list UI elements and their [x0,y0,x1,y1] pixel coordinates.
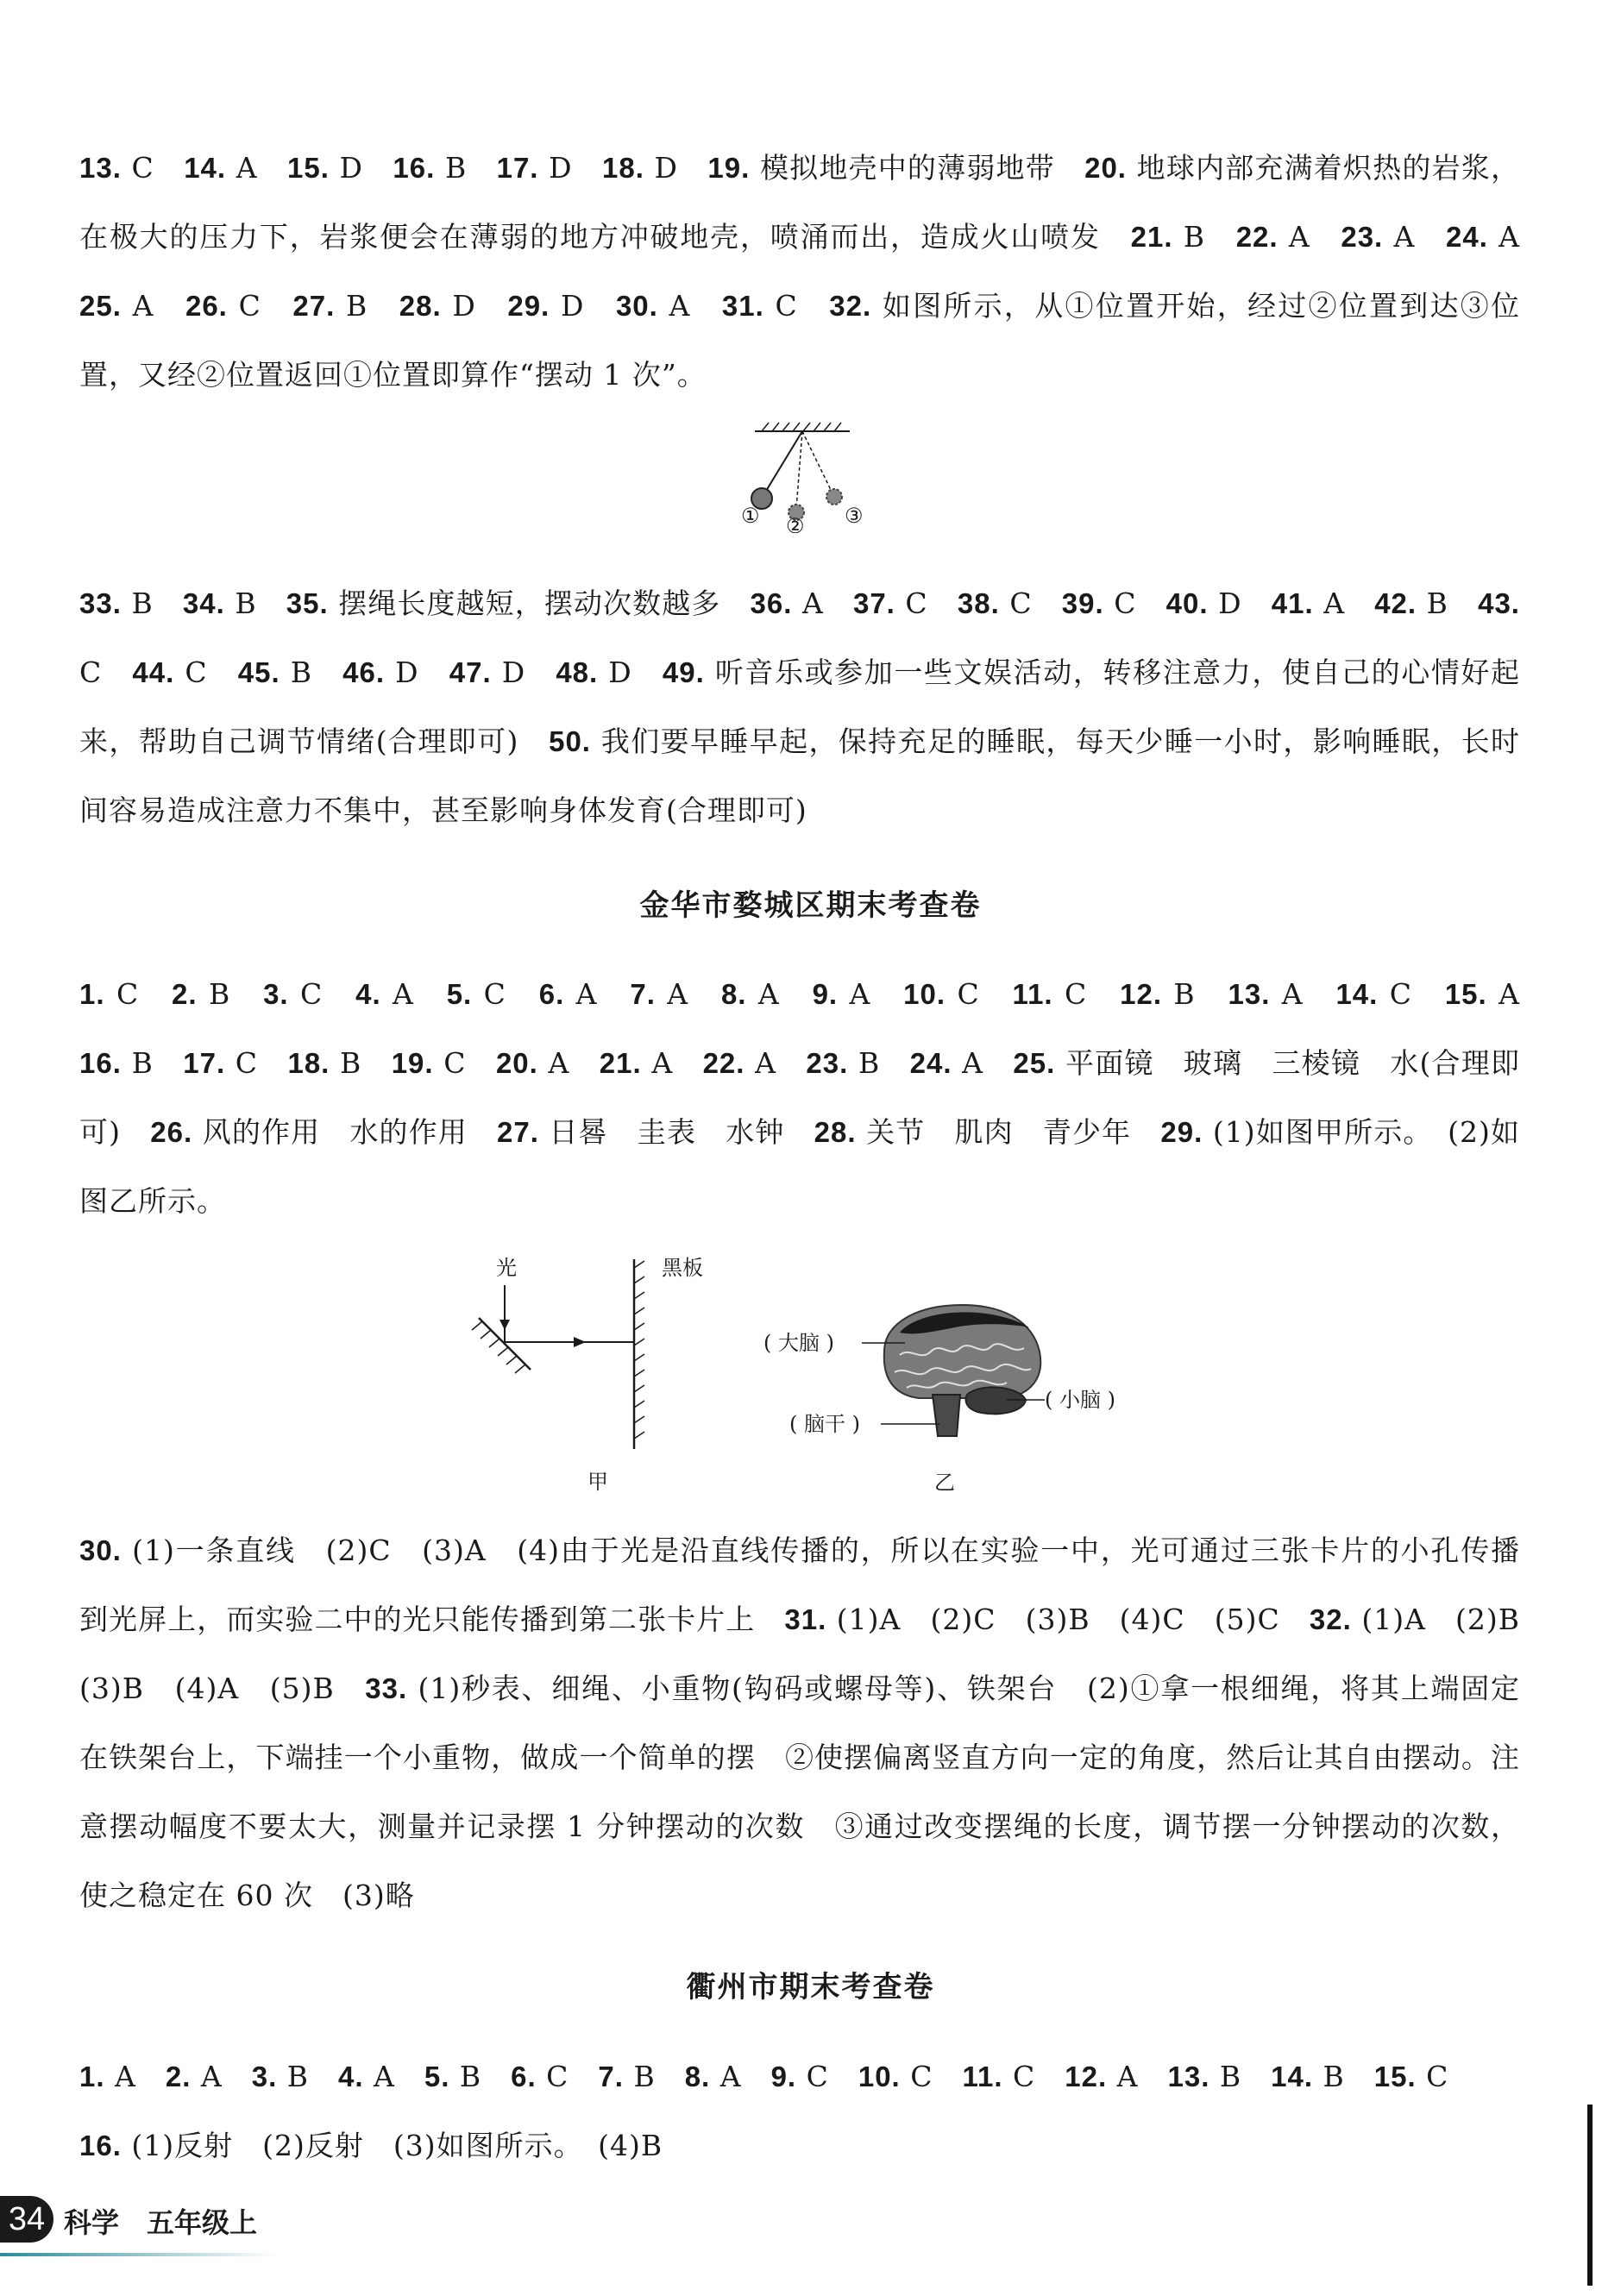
cerebrum-label: ( 大脑 ) [763,1331,834,1355]
question-number: 16. [79,1047,122,1079]
question-number: 1. [79,2061,105,2092]
pendulum-label-2: ② [786,514,805,533]
answer-text: B [1161,977,1228,1011]
answer-text: A [1313,587,1375,620]
answer-text: 听音乐或参加一些文娱活动，转移注意力，使自己的心情好起来，帮助自己调节情绪(合理即可) [79,656,1521,758]
answer-text: A [657,289,722,323]
question-number: 27. [497,1116,539,1148]
pendulum-string-right [802,431,832,493]
answer-text: B [623,2060,685,2093]
question-number: 38. [957,587,1000,619]
answer-text: A [1270,977,1336,1011]
answer-text: 平面镜 玻璃 三棱镜 水(合理即可) [79,1046,1520,1149]
answer-text: B [277,2060,338,2093]
brainstem [933,1395,960,1436]
question-number: 21. [599,1047,642,1079]
question-number: 32. [829,290,872,322]
answer-text: B [435,151,497,185]
question-number: 39. [1061,587,1104,619]
question-number: 33. [365,1672,408,1704]
answer-text: B [121,1046,184,1080]
question-number: 12. [1065,2061,1108,2092]
question-number: 24. [909,1047,952,1079]
pendulum-figure [738,421,910,533]
answer-text: (1)秒表、细绳、小重物(钩码或螺母等)、铁架台 (2)①拿一根细绳，将其上端固定在铁架台上，下端挂一个小重物，做成一个简单的摆 ②使摆偏离竖直方向一定的角度，然后让其自由摆动。注意摆动幅度不要太大，测量并记录摆 1 分钟摆动的次数 ③通过改变摆绳的长度，调节摆一分钟摆动的次数，使之稳定在 60 次 (3)略 [79,1672,1520,1912]
question-number: 31. [721,290,764,322]
answer-text: 我们要早睡早起，保持充足的睡眠，每天少睡一小时，影响睡眠，长时间容易造成注意力不集中，甚至影响身体发育(合理即可) [79,725,1521,827]
question-number: 50. [549,725,591,757]
answer-text: B [1417,587,1479,620]
answer-text: C [225,1046,288,1080]
question-number: 18. [287,1047,330,1079]
answer-text: 模拟地壳中的薄弱地带 [750,151,1085,185]
question-number: 47. [449,656,492,688]
question-number: 4. [355,978,381,1010]
question-number: 40. [1165,587,1209,619]
answer-text: A [363,2060,424,2093]
answer-text: A [655,977,721,1011]
answer-text: B [121,587,183,620]
ceiling-hatch [762,423,841,431]
answer-text: A [792,587,853,620]
answer-paragraph [79,569,1520,845]
question-number: 17. [496,152,539,184]
question-number: 12. [1120,978,1162,1010]
question-number: 2. [172,978,198,1010]
answer-text: C [1002,2060,1065,2093]
brainstem-label: ( 脑干 ) [789,1412,860,1436]
answer-text: A [121,289,185,323]
answer-text: C [79,656,133,689]
question-number: 13. [79,152,122,184]
answer-text: A [838,977,904,1011]
question-number: 43. [1478,587,1520,619]
question-number: 13. [1167,2061,1210,2092]
answer-paragraph [79,2111,1520,2180]
question-number: 6. [511,2061,537,2092]
question-number: 48. [556,656,599,688]
answer-text: (1)A (2)B (3)B (4)A (5)B [79,1603,1550,1705]
answer-text: A [537,1046,600,1080]
question-number: 11. [962,2061,1003,2092]
answer-text: B [330,1046,392,1080]
question-number: 27. [292,290,336,322]
answer-text: A [380,977,447,1011]
answer-text: C [536,2060,599,2093]
question-number: 46. [342,656,386,688]
answer-text: A [641,1046,703,1080]
question-number: 2. [165,2061,192,2092]
answer-paragraph [79,960,1549,1236]
question-number: 30. [79,1534,122,1566]
cerebellum-label: ( 小脑 ) [1045,1388,1115,1412]
answer-text: 关节 肌肉 青少年 [856,1115,1161,1149]
answer-text: A [1107,2060,1168,2093]
answer-text: C [433,1046,496,1080]
answer-text: 地球内部充满着炽热的岩浆，在极大的压力下，岩浆便会在薄弱的地方冲破地壳，喷涌而出，造成火山喷发 [79,151,1520,254]
question-number: 23. [806,1047,849,1079]
answer-text: A [745,1046,807,1080]
question-number: 3. [263,978,289,1010]
answer-text: A [1487,220,1550,254]
answer-text: C [796,2060,858,2093]
answer-text: D [385,656,449,689]
answer-text: A [952,1046,1014,1080]
question-number: 22. [1235,221,1279,253]
question-number: 8. [684,2061,711,2092]
question-number: 15. [286,152,330,184]
question-number: 41. [1271,587,1314,619]
light-label: 光 [496,1256,517,1280]
question-number: 29. [507,290,550,322]
answer-text: D [1208,587,1272,620]
answer-text: C [1416,2060,1449,2093]
question-number: 14. [1335,978,1379,1010]
answer-text: 如图所示，从①位置开始，经过②位置到达③位置，又经②位置返回①位置即算作“摆动 1 次”。 [79,289,1521,392]
figure-yi-caption: 乙 [934,1471,955,1495]
figure-yi-brain [755,1298,1143,1496]
answer-text: 风的作用 水的作用 [192,1115,498,1149]
question-number: 18. [602,152,644,184]
answer-text: (1)A (2)C (3)B (4)C (5)C [826,1603,1310,1636]
question-number: 26. [185,290,228,322]
answer-text: C [900,2060,963,2093]
question-number: 23. [1341,221,1384,253]
blackboard-hatch [634,1261,644,1439]
answer-text: B [1172,220,1236,254]
question-number: 29. [1160,1116,1203,1148]
question-number: 14. [1271,2061,1313,2092]
answer-text: C [1378,977,1445,1011]
answer-text: A [1486,977,1549,1011]
question-number: 21. [1130,221,1173,253]
question-number: 28. [399,290,442,322]
question-number: 3. [251,2061,278,2092]
question-number: 1. [79,978,105,1010]
question-number: 19. [707,152,751,184]
cerebellum [966,1387,1027,1414]
pendulum-label-3: ③ [845,504,864,528]
question-number: 15. [1373,2061,1417,2092]
question-number: 34. [182,587,225,619]
question-number: 9. [812,978,839,1010]
blackboard-label: 黑板 [662,1256,703,1280]
answer-text: B [848,1046,910,1080]
answer-paragraph [79,2042,1520,2111]
answer-text: C [946,977,1013,1011]
question-number: 10. [858,2061,901,2092]
answer-text: C [174,656,238,689]
answer-text: C [104,977,173,1011]
answer-text: A [1383,220,1446,254]
pendulum-string-middle [796,431,802,509]
answer-text: B [1209,2060,1272,2093]
question-number: 25. [79,290,122,322]
question-number: 5. [424,2061,450,2092]
question-number: 16. [79,2130,122,2161]
answer-text: B [280,656,343,689]
question-number: 7. [598,2061,624,2092]
answer-text: D [491,656,556,689]
section-title: 金华市婺城区期末考查卷 [639,888,982,923]
answer-text: C [288,977,356,1011]
question-number: 19. [391,1047,434,1079]
answer-text: C [895,587,958,620]
pendulum-label-1: ① [741,504,760,528]
question-number: 49. [662,656,705,688]
answer-text: C [1103,587,1166,620]
answer-text: C [999,587,1062,620]
answer-text: C [763,289,830,323]
answer-text: D [644,151,708,185]
answer-text: (1)一条直线 (2)C (3)A (4)由于光是沿直线传播的，所以在实验一中，光可通过三张卡片的小孔传播到光屏上，而实验二中的光只能传播到第二张卡片上 [79,1534,1520,1636]
answer-text: B [449,2060,512,2093]
page-edge-mark [1587,2105,1593,2286]
book-title: 科学 五年级上 [64,2206,258,2239]
answer-text: (1)反射 (2)反射 (3)如图所示。 (4)B [121,2129,663,2162]
answer-text: B [1312,2060,1374,2093]
answer-text: A [746,977,813,1011]
question-number: 8. [720,978,747,1010]
answer-text: A [104,2060,166,2093]
answer-text: B [197,977,264,1011]
question-number: 44. [132,656,175,688]
answer-paragraph [79,134,1550,410]
answer-text: B [335,289,399,323]
question-number: 6. [538,978,565,1010]
question-number: 26. [150,1116,193,1148]
answer-text: D [598,656,663,689]
answer-text: (1)如图甲所示。 (2)如图乙所示。 [79,1115,1520,1218]
question-number: 9. [770,2061,797,2092]
question-number: 11. [1012,978,1053,1010]
answer-text: D [441,289,508,323]
question-number: 20. [495,1047,538,1079]
answer-text: B [224,587,286,620]
reflected-arrow [574,1337,586,1347]
answer-text: A [710,2060,771,2093]
question-number: 16. [393,152,436,184]
footer-rule [0,2253,276,2256]
pendulum-string-left [763,431,802,495]
question-number: 33. [79,587,122,619]
question-number: 31. [784,1603,827,1635]
question-number: 30. [615,290,658,322]
question-number: 10. [903,978,946,1010]
question-number: 35. [286,587,329,619]
question-number: 32. [1309,1603,1352,1635]
answer-text: C [227,289,293,323]
answer-text: 摆绳长度越短，摆动次数越多 [328,587,751,620]
answer-text: C [121,151,185,185]
answer-text: D [538,151,602,185]
question-number: 42. [1374,587,1417,619]
answer-text: A [226,151,287,185]
figure-jia-caption: 甲 [587,1470,608,1494]
question-number: 14. [184,152,227,184]
section-title: 衢州市期末考查卷 [686,1970,935,2004]
answer-text: 日晷 圭表 水钟 [538,1115,814,1149]
answer-text: D [329,151,393,185]
question-number: 28. [814,1116,857,1148]
question-number: 22. [702,1047,745,1079]
question-number: 45. [237,656,280,688]
question-number: 37. [852,587,895,619]
question-number: 25. [1013,1047,1056,1079]
answer-text: A [191,2060,252,2093]
figure-jia-light-reflection [462,1251,738,1501]
question-number: 7. [630,978,656,1010]
question-number: 36. [750,587,793,619]
question-number: 4. [338,2061,364,2092]
answer-text: D [550,289,616,323]
question-number: 17. [183,1047,226,1079]
answer-paragraph [79,1516,1550,1930]
answer-text: A [564,977,631,1011]
incident-arrow [499,1320,510,1330]
question-number: 15. [1444,978,1487,1010]
pendulum-bob-3 [826,489,842,505]
question-number: 13. [1228,978,1271,1010]
question-number: 24. [1446,221,1488,253]
answer-text: C [1052,977,1121,1011]
question-number: 20. [1084,152,1127,184]
answer-text: A [1278,220,1341,254]
question-number: 5. [446,978,473,1010]
mirror-hatch [472,1321,525,1373]
page-number: 34 [0,2196,53,2243]
answer-text: C [472,977,539,1011]
